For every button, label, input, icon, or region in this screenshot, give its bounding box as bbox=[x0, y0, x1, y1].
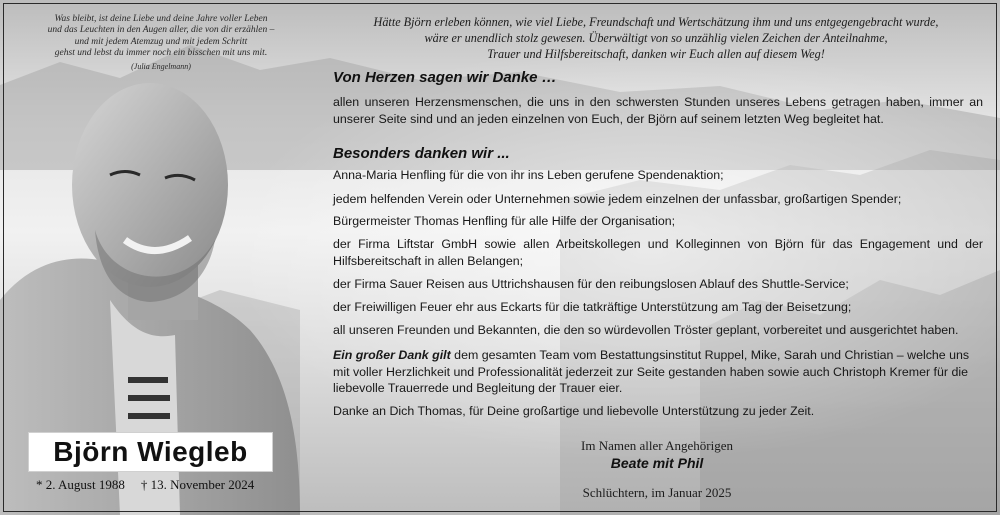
heading-thanks: Von Herzen sagen wir Danke … bbox=[333, 69, 557, 86]
thanks-item: der Firma Liftstar GmbH sowie allen Arbeitskollegen und Kolleginnen von Björn für das Engagement und der Hilfsbereitschaft in allen Belangen; bbox=[333, 237, 983, 268]
poem bbox=[20, 14, 302, 72]
deceased-name: Björn Wiegleb bbox=[53, 436, 248, 467]
closing-line: Danke an Dich Thomas, für Deine großartige und liebevolle Unterstützung zu jeder Zeit. bbox=[333, 404, 815, 418]
birth-date: * 2. August 1988 bbox=[36, 477, 125, 492]
thanks-item: Anna-Maria Henfling für die von ihr ins Leben gerufene Spendenaktion; bbox=[333, 168, 724, 182]
poem-line: und das Leuchten in den Augen aller, die von dir erzählen – bbox=[47, 25, 275, 36]
intro-line: wäre er unendlich stolz gewesen. Überwältigt von so unzählig vielen Zeichen der Anteilnahme, bbox=[424, 31, 888, 45]
thanks-item: der Firma Sauer Reisen aus Uttrichshausen für den reibungslosen Ablauf des Shuttle-Service; bbox=[333, 277, 849, 291]
signature-intro: Im Namen aller Angehörigen bbox=[581, 438, 733, 453]
life-dates bbox=[36, 477, 276, 493]
thanks-item: der Freiwilligen Feuer ehr aus Eckarts für die tatkräftige Unterstützung am Tag der Beisetzung; bbox=[333, 300, 852, 314]
thanks-paragraph: allen unseren Herzensmenschen, die uns in den schwersten Stunden unseres Lebens getragen haben, immer an unserer Seite sind und an jeden einzelnen von Euch, der Björn auf seinem letzten Weg begleitet hat. bbox=[333, 95, 983, 126]
poem-line: gehst und lebst du immer noch ein bisschen mit uns mit. bbox=[54, 48, 268, 59]
thanks-item: Bürgermeister Thomas Henfling für alle Hilfe der Organisation; bbox=[333, 214, 676, 228]
thanks-item: jedem helfenden Verein oder Unternehmen sowie jedem einzelnen der unfassbar, großartigen Spender; bbox=[333, 192, 902, 206]
poem-line: und mit jedem Atemzug und mit jedem Schritt bbox=[74, 36, 248, 47]
heading-special-thanks: Besonders danken wir ... bbox=[333, 145, 510, 162]
big-thanks-paragraph bbox=[333, 347, 983, 397]
big-thanks-lead: Ein großer Dank gilt bbox=[333, 348, 451, 362]
big-thanks-text: dem gesamten Team vom Bestattungsinstitut Ruppel, Mike, Sarah und Christian – welche uns mit voller Herzlichkeit und Professionalität jederzeit zur Seite gestanden haben sowie auch Christoph Kremer für die liebevolle Trauerrede und Begleitung der Trauer eier. bbox=[333, 348, 970, 395]
poem-source: (Julia Engelmann) bbox=[131, 61, 191, 71]
death-date: † 13. November 2024 bbox=[140, 477, 255, 492]
intro-line: Hätte Björn erleben können, wie viel Liebe, Freundschaft und Wertschätzung ihm und uns entgegengebracht wurde, bbox=[373, 15, 939, 29]
place-date: Schlüchtern, im Januar 2025 bbox=[582, 485, 732, 500]
name-plate bbox=[28, 432, 273, 472]
thanks-item: all unseren Freunden und Bekannten, die den so würdevollen Tröster geplant, vorbereitet und ausgerichtet haben. bbox=[333, 323, 959, 337]
signature-names: Beate mit Phil bbox=[610, 455, 704, 471]
intro-line: Trauer und Hilfsbereitschaft, danken wir Euch allen auf diesem Weg! bbox=[487, 47, 825, 61]
poem-line: Was bleibt, ist deine Liebe und deine Jahre voller Leben bbox=[54, 14, 268, 24]
intro-text bbox=[318, 14, 994, 62]
